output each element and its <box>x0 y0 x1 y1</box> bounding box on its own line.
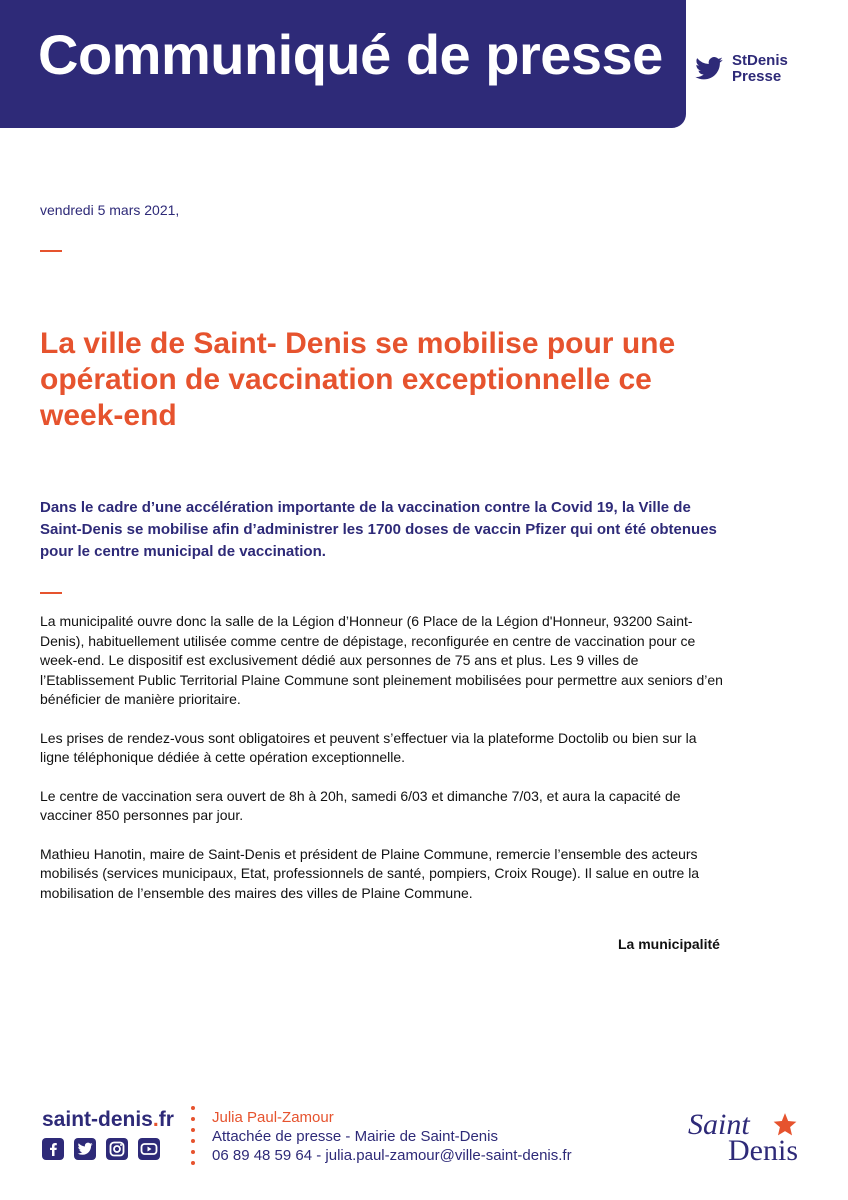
site-dot: . <box>152 1108 159 1131</box>
twitter-icon[interactable] <box>74 1138 96 1160</box>
body-paragraph: Mathieu Hanotin, maire de Saint-Denis et président de Plaine Commune, remercie l’ensemble des acteurs mobilisés (services municipaux, Etat, professionnels de santé, pompiers, Croix Rouge). Il salue en outre la mobilisation de l’ensemble des maires des villes de Plaine Commune. <box>40 845 700 901</box>
body-paragraph: La municipalité ouvre donc la salle de la Légion d’Honneur (6 Place de la Légion d'Honneur, 93200 Saint-Denis), habituellement utilisée comme centre de dépistage, reconfigurée en centre de vaccination pour ce week-end. Le dispositif est exclusivement dédié aux personnes de 75 ans et plus. Les 9 villes de l’Etablissement Public Territorial Plaine Commune sont pleinement mobilisées pour permettre aux seniors d’en bénéficier de manière prioritaire. <box>40 613 723 707</box>
body-paragraph: Les prises de rendez-vous sont obligatoires et peuvent s’effectuer via la plateforme Doctolib ou bien sur la ligne téléphonique dédiée à cette opération exceptionnelle. <box>40 729 697 765</box>
page-title: Communiqué de presse <box>38 23 663 86</box>
lead-paragraph: Dans le cadre d’une accélération importante de la vaccination contre la Covid 19, la Ville de Saint-Denis se mobilise afin d’administrer les 1700 doses de vaccin Pfizer qui ont été obtenues pour le centre municipal de vaccination. <box>40 499 717 560</box>
press-contact <box>212 1108 572 1165</box>
contact-phone-email[interactable]: 06 89 48 59 64 - julia.paul-zamour@ville-saint-denis.fr <box>212 1147 572 1164</box>
logo-word-denis: Denis <box>728 1134 798 1167</box>
facebook-icon[interactable] <box>42 1138 64 1160</box>
body-text <box>40 612 730 922</box>
signature: La municipalité <box>618 936 720 952</box>
logo-word-saint: Saint <box>688 1108 750 1141</box>
instagram-icon[interactable] <box>106 1138 128 1160</box>
twitter-handle-line1: StDenis <box>732 52 788 69</box>
youtube-icon[interactable] <box>138 1138 160 1160</box>
saint-denis-logo <box>688 1108 818 1166</box>
header-band <box>0 0 686 128</box>
separator-dash <box>40 250 62 252</box>
headline: La ville de Saint- Denis se mobilise pour une opération de vaccination exceptionnelle ce week-end <box>40 327 676 432</box>
twitter-handle[interactable] <box>694 53 788 85</box>
twitter-bird-icon <box>694 54 724 84</box>
contact-name: Julia Paul-Zamour <box>212 1109 334 1126</box>
contact-role: Attachée de presse - Mairie de Saint-Denis <box>212 1128 498 1145</box>
release-date: vendredi 5 mars 2021, <box>40 202 180 218</box>
body-paragraph: Le centre de vaccination sera ouvert de 8h à 20h, samedi 6/03 et dimanche 7/03, et aura la capacité de vacciner 850 personnes par jour. <box>40 787 681 823</box>
separator-dash <box>40 592 62 594</box>
site-tld: fr <box>158 1108 174 1131</box>
site-main: saint-denis <box>42 1108 153 1131</box>
website-link[interactable] <box>42 1108 174 1132</box>
social-links <box>42 1138 160 1160</box>
twitter-handle-line2: Presse <box>732 68 782 85</box>
divider-dots <box>191 1106 195 1168</box>
